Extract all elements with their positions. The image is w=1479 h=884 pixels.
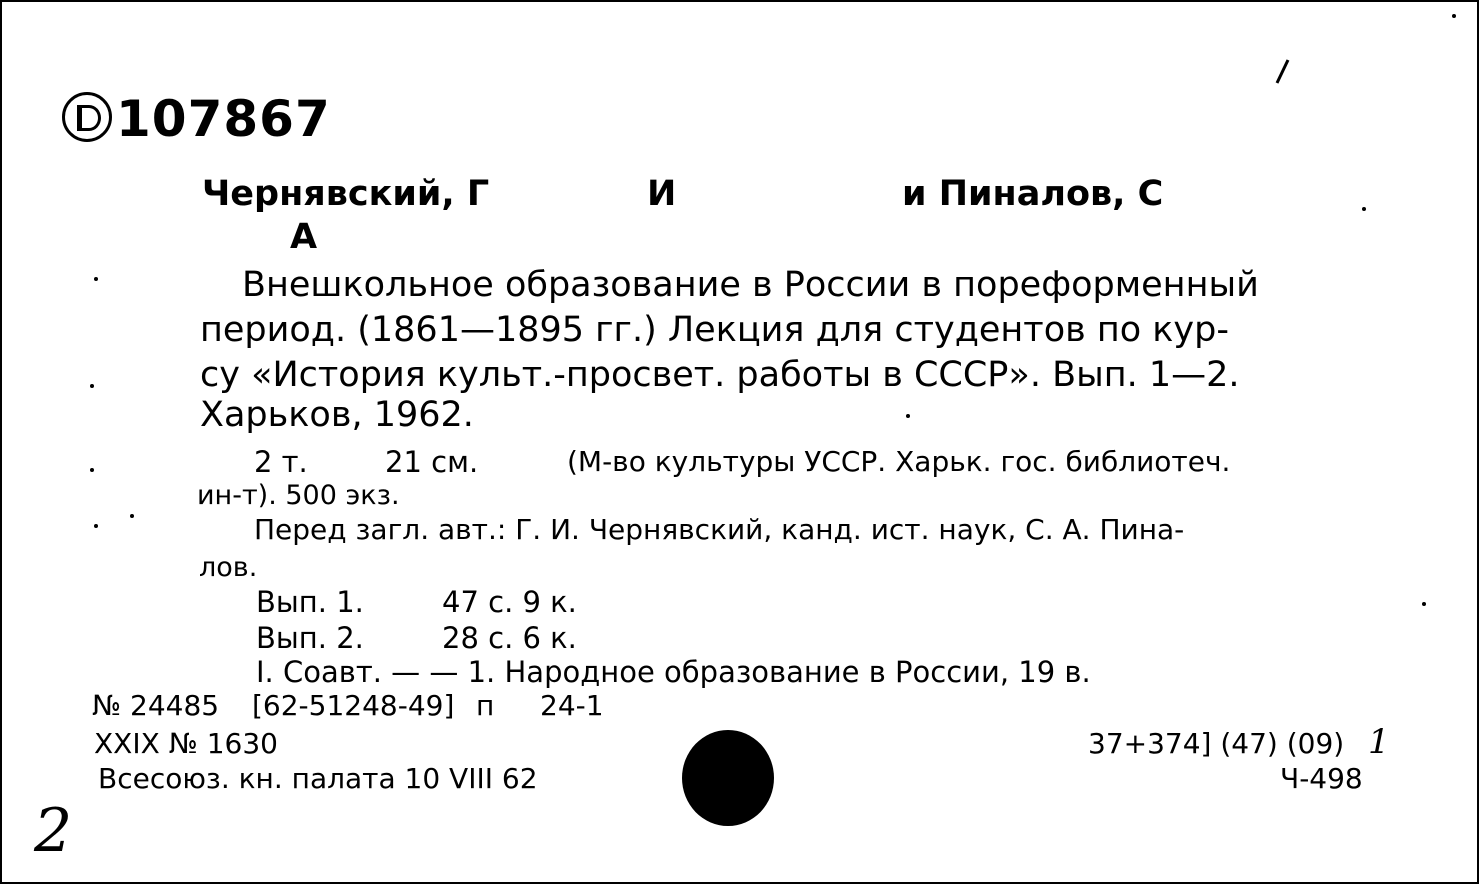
stamp-number: 107867: [116, 90, 331, 148]
speck: [90, 384, 94, 388]
title-line-2: период. (1861—1895 гг.) Лекция для студентов по кур-: [200, 310, 1229, 350]
title-line-1: Внешкольное образование в России в пореформенный: [242, 265, 1259, 305]
registration-code: [62-51248-49]: [252, 689, 455, 722]
speck: [1362, 207, 1366, 211]
speck: [906, 414, 910, 418]
pencil-tick-mark: [1272, 57, 1292, 87]
title-line-3: су «История культ.-просвет. работы в СССР». Вып. 1—2.: [200, 355, 1240, 395]
classification-mark: 1: [1368, 722, 1390, 762]
classification-index: 37+374] (47) (09): [1088, 727, 1345, 760]
registration-number: № 24485: [92, 689, 220, 722]
author2-initial: А: [290, 217, 318, 257]
author1-initial: И: [647, 174, 677, 214]
physical-volumes: 2 т.: [254, 445, 308, 479]
issue-1-label: Вып. 1.: [256, 585, 364, 619]
inventory-stamp: [62, 90, 331, 148]
physical-size: 21 см.: [385, 445, 479, 479]
roman-number: XXIX № 1630: [94, 727, 278, 760]
speck: [94, 524, 98, 528]
book-chamber: Всесоюз. кн. палата 10 VIII 62: [98, 762, 538, 795]
author2-name: и Пиналов, С: [902, 174, 1164, 214]
title-line-4: Харьков, 1962.: [200, 395, 474, 435]
registration-code-2: 24-1: [540, 689, 604, 722]
issue-2-value: 28 с. 6 к.: [442, 621, 577, 655]
speck: [94, 277, 98, 281]
speck: [130, 514, 134, 518]
punch-hole: [682, 730, 774, 826]
stamp-circle-icon: [62, 92, 112, 142]
speck: [1422, 602, 1426, 606]
registration-letter: п: [476, 689, 495, 722]
author-sign: Ч-498: [1280, 762, 1363, 795]
note-line-1: Перед загл. авт.: Г. И. Чернявский, канд. ист. наук, С. А. Пина-: [254, 513, 1185, 546]
physical-series-cont: ин-т). 500 экз.: [197, 480, 400, 511]
issue-2-label: Вып. 2.: [256, 621, 364, 655]
author1-surname: Чернявский, Г: [202, 174, 490, 214]
note-line-2: лов.: [199, 552, 258, 583]
speck: [90, 468, 94, 472]
subject-heading: I. Соавт. — — 1. Народное образование в России, 19 в.: [256, 655, 1091, 689]
physical-series: (М-во культуры УССР. Харьк. гос. библиотеч.: [567, 445, 1231, 478]
speck: [1452, 14, 1456, 18]
issue-1-value: 47 с. 9 к.: [442, 585, 577, 619]
handwritten-number: 2: [34, 796, 73, 866]
